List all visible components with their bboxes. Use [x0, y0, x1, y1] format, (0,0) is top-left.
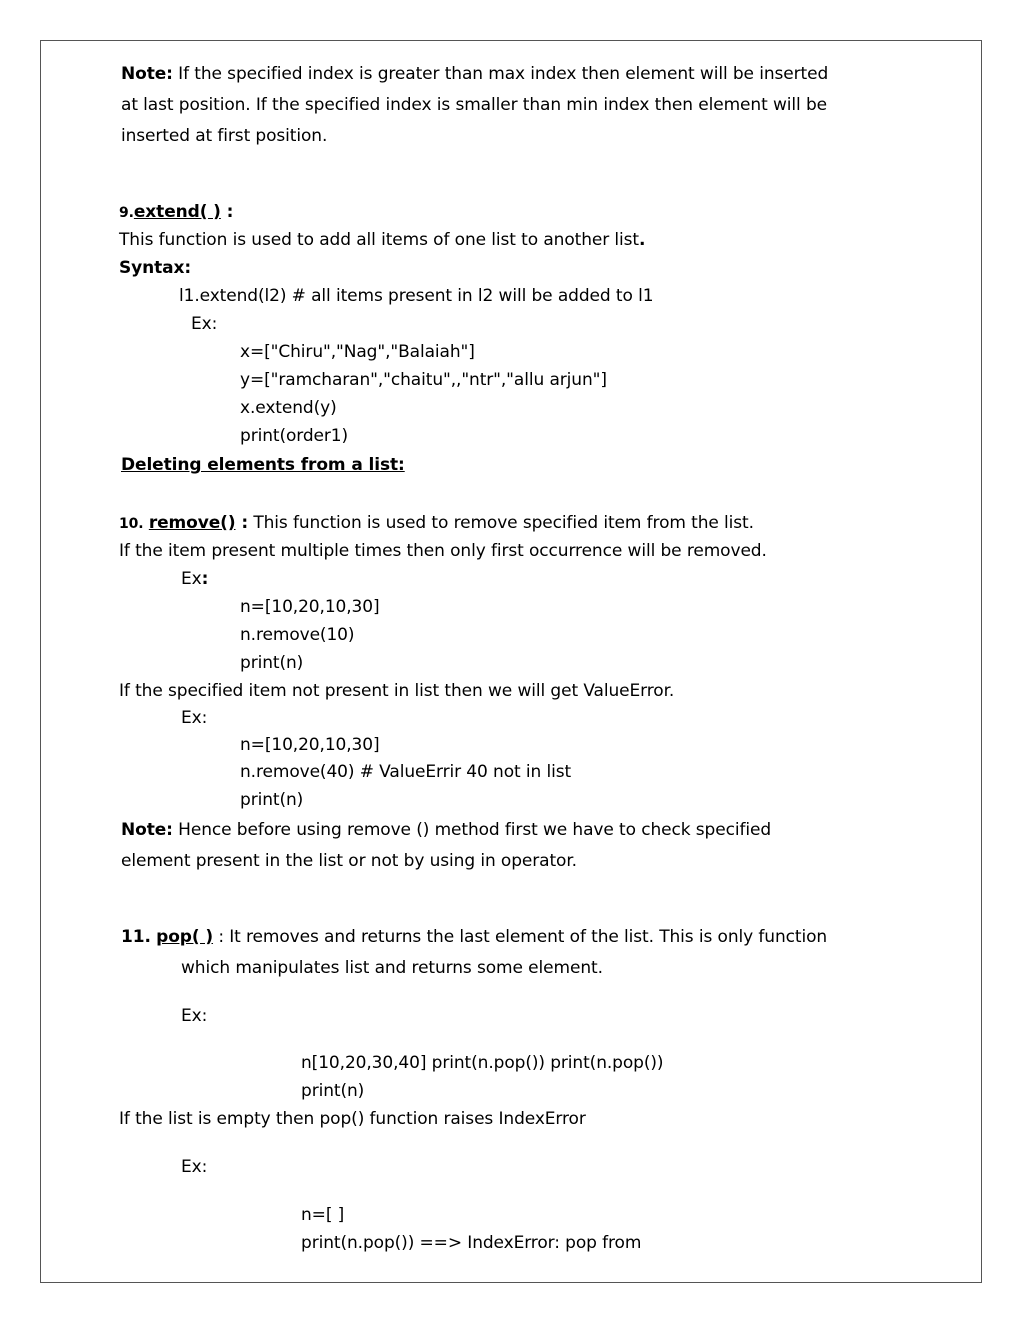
extend-code-line: print(order1) [240, 426, 349, 446]
extend-code-line: y=["ramcharan","chaitu",,"ntr","allu arjun"] [240, 370, 607, 390]
remove-code-2-line: print(n) [240, 790, 304, 810]
pop-description: : It removes and returns the last element of the list. This is only function [213, 927, 828, 947]
pop-description-line-2: which manipulates list and returns some element. [181, 958, 603, 978]
pop-error-text: If the list is empty then pop() function raises IndexError [119, 1109, 586, 1129]
remove-code-line: print(n) [240, 653, 304, 673]
syntax-code: l1.extend(l2) # all items present in l2 will be added to l1 [179, 286, 654, 306]
deleting-section-heading: Deleting elements from a list: [121, 455, 405, 475]
note-paragraph-line-3: inserted at first position. [121, 126, 328, 146]
extend-code-line: x.extend(y) [240, 398, 337, 418]
extend-number: 9. [119, 205, 134, 221]
note-2-text: Hence before using remove () method first we have to check specified [172, 820, 772, 840]
syntax-label: Syntax: [119, 258, 192, 278]
pop-example-2-label: Ex: [181, 1157, 208, 1177]
pop-code-2-line: n=[ ] [301, 1205, 345, 1225]
remove-description: This function is used to remove specified item from the list. [248, 513, 754, 533]
remove-heading [119, 512, 754, 535]
extend-description-end: . [639, 230, 646, 250]
extend-example-label: Ex: [191, 314, 218, 334]
remove-code-2-line: n.remove(40) # ValueErrir 40 not in list [240, 762, 572, 782]
pop-code-line: print(n) [301, 1081, 365, 1101]
remove-colon: : [235, 513, 249, 533]
pop-code-2-line: print(n.pop()) ==> IndexError: pop from [301, 1233, 642, 1253]
extend-function-name: extend( ) [133, 202, 221, 222]
page-border [40, 40, 982, 1283]
extend-colon: : [220, 202, 234, 222]
remove-error-text: If the specified item not present in list then we will get ValueError. [119, 681, 675, 701]
note-2-line-1 [121, 819, 771, 841]
remove-example-2-label: Ex: [181, 708, 208, 728]
remove-code-line: n=[10,20,10,30] [240, 597, 380, 617]
remove-function-name: remove() [148, 513, 236, 533]
remove-number: 10. [119, 516, 144, 532]
extend-heading [119, 201, 233, 224]
remove-code-line: n.remove(10) [240, 625, 355, 645]
remove-example-colon: : [201, 569, 209, 589]
note-2-line-2: element present in the list or not by using in operator. [121, 851, 577, 871]
extend-description-text: This function is used to add all items of one list to another list [119, 230, 639, 250]
pop-function-name: pop( ) [156, 927, 214, 947]
note-paragraph-line-2: at last position. If the specified index is smaller than min index then element will be [121, 95, 827, 115]
remove-code-2-line: n=[10,20,10,30] [240, 735, 380, 755]
pop-code-line: n[10,20,30,40] print(n.pop()) print(n.pop()) [301, 1053, 664, 1073]
remove-description-line-2: If the item present multiple times then only first occurrence will be removed. [119, 541, 767, 561]
pop-example-label: Ex: [181, 1006, 208, 1026]
extend-description [119, 229, 645, 251]
extend-code-line: x=["Chiru","Nag","Balaiah"] [240, 342, 475, 362]
remove-example-label [181, 568, 208, 590]
note-2-label: Note: [121, 820, 173, 840]
remove-example-label-text: Ex [181, 569, 202, 589]
note-label: Note: [121, 64, 173, 84]
pop-heading [121, 926, 827, 948]
note-paragraph-line-1 [121, 63, 828, 85]
note-text: If the specified index is greater than max index then element will be inserted [172, 64, 829, 84]
pop-number: 11. [121, 927, 151, 947]
